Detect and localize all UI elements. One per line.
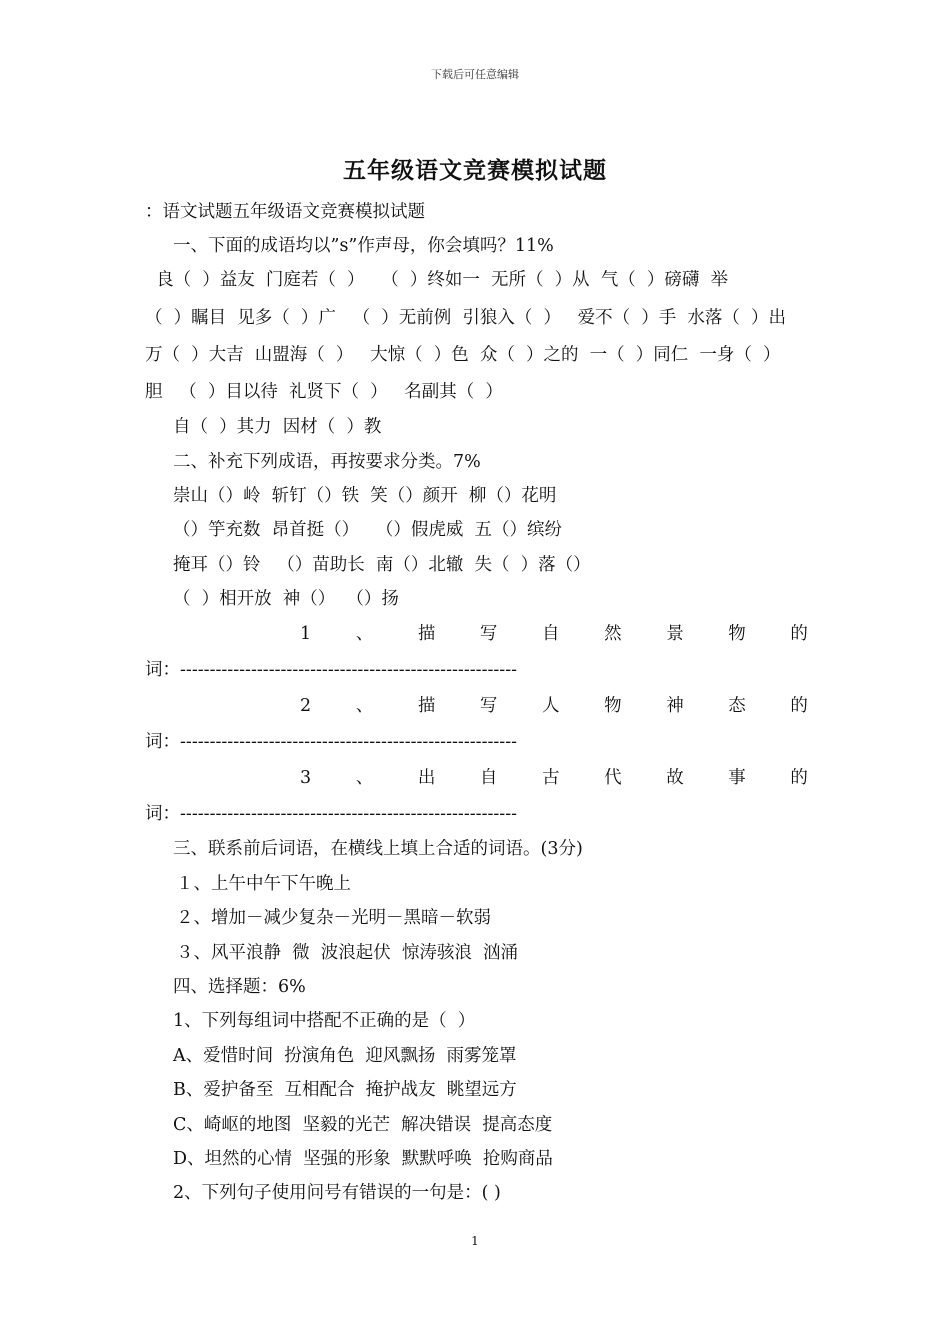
section-1-row-5: 自（ ）其力 因材（ ）教 — [173, 417, 382, 437]
section-1-row-2: （ ）瞩目 见多（ ）广 （ ）无前例 引狼入（ ） 爱不（ ）手 水落（ ）出 — [145, 308, 787, 328]
category-1-char: 1 — [300, 624, 312, 644]
option-b: B、爱护备至 互相配合 掩护战友 眺望远方 — [173, 1080, 517, 1100]
section-1-row-1: 良（ ）益友 门庭若（ ） （ ）终如一 无所（ ）从 气（ ）磅礴 举 — [145, 270, 728, 290]
category-2-char: 的 — [790, 696, 808, 716]
section-3-heading: 三、联系前后词语，在横线上填上合适的词语。(3分) — [173, 839, 583, 859]
category-3-char: 代 — [604, 768, 622, 788]
section-2-row-2: （）竽充数 昂首挺（） （）假虎威 五（）缤纷 — [173, 520, 562, 540]
category-1-char: 的 — [790, 624, 808, 644]
category-3-char: 3 — [300, 768, 312, 788]
section-4-heading: 四、选择题：6% — [173, 977, 306, 997]
question-1: 1、下列每组词中搭配不正确的是（ ） — [173, 1011, 476, 1031]
category-2-answer-line: 词：--------------------------------------------------------- — [145, 732, 518, 752]
category-3-prompt — [300, 767, 808, 789]
category-1-char: 然 — [604, 624, 622, 644]
category-3-char: 自 — [479, 768, 498, 788]
page-header: 下载后可任意编辑 — [431, 68, 519, 81]
category-2-char: 2 — [300, 696, 312, 716]
category-3-char: 事 — [728, 768, 746, 788]
section-1-row-3: 万（ ）大吉 山盟海（ ） 大惊（ ）色 众（ ）之的 一（ ）同仁 一身（ ） — [145, 345, 781, 365]
section-2-row-3: 掩耳（）铃 （）苗助长 南（）北辙 失（ ）落（） — [173, 555, 591, 575]
category-3-char: 故 — [666, 768, 684, 788]
category-1-char: 写 — [479, 624, 498, 644]
option-c: C、崎岖的地图 坚毅的光芒 解决错误 提高态度 — [173, 1115, 553, 1135]
section-2-row-4: （ ）相开放 神（） （）扬 — [173, 589, 399, 609]
subtitle: ：语文试题五年级语文竞赛模拟试题 — [145, 202, 425, 222]
section-3-item-1: １、上午中午下午晚上 — [176, 874, 351, 894]
page-number: 1 — [471, 1234, 479, 1248]
category-1-char: 自 — [542, 624, 560, 644]
section-2-row-1: 崇山（）岭 斩钉（）铁 笑（）颜开 柳（）花明 — [173, 486, 557, 506]
category-2-char: 、 — [355, 696, 374, 716]
page-title: 五年级语文竞赛模拟试题 — [343, 157, 607, 184]
category-3-char: 的 — [790, 768, 808, 788]
category-1-answer-line: 词：--------------------------------------------------------- — [145, 660, 518, 680]
category-3-char: 古 — [542, 768, 560, 788]
section-3-item-3: ３、风平浪静 微 波浪起伏 惊涛骇浪 汹涌 — [176, 943, 519, 963]
category-3-answer-line: 词：--------------------------------------------------------- — [145, 804, 518, 824]
category-2-char: 人 — [542, 696, 560, 716]
category-2-char: 神 — [666, 696, 684, 716]
category-1-char: 、 — [355, 624, 374, 644]
category-2-char: 态 — [728, 696, 746, 716]
category-2-prompt — [300, 695, 808, 717]
category-1-char: 描 — [417, 624, 436, 644]
category-1-char: 景 — [666, 624, 684, 644]
category-2-char: 写 — [479, 696, 498, 716]
category-1-prompt — [300, 623, 808, 645]
option-d: D、坦然的心情 坚强的形象 默默呼唤 抢购商品 — [173, 1149, 553, 1169]
section-3-item-2: ２、增加－减少复杂－光明－黑暗－软弱 — [176, 908, 491, 928]
category-3-char: 、 — [355, 768, 374, 788]
section-1-heading: 一、下面的成语均以”s”作声母，你会填吗？11% — [173, 236, 554, 256]
question-2: 2、下列句子使用问号有错误的一句是：( ) — [173, 1183, 501, 1203]
category-3-char: 出 — [417, 768, 436, 788]
section-1-row-4: 胆 （ ）目以待 礼贤下（ ） 名副其（ ） — [145, 382, 503, 402]
category-1-char: 物 — [728, 624, 746, 644]
category-2-char: 描 — [417, 696, 436, 716]
category-2-char: 物 — [604, 696, 622, 716]
option-a: A、爱惜时间 扮演角色 迎风飘扬 雨雾笼罩 — [173, 1046, 517, 1066]
section-2-heading: 二、补充下列成语，再按要求分类。7% — [173, 452, 481, 472]
